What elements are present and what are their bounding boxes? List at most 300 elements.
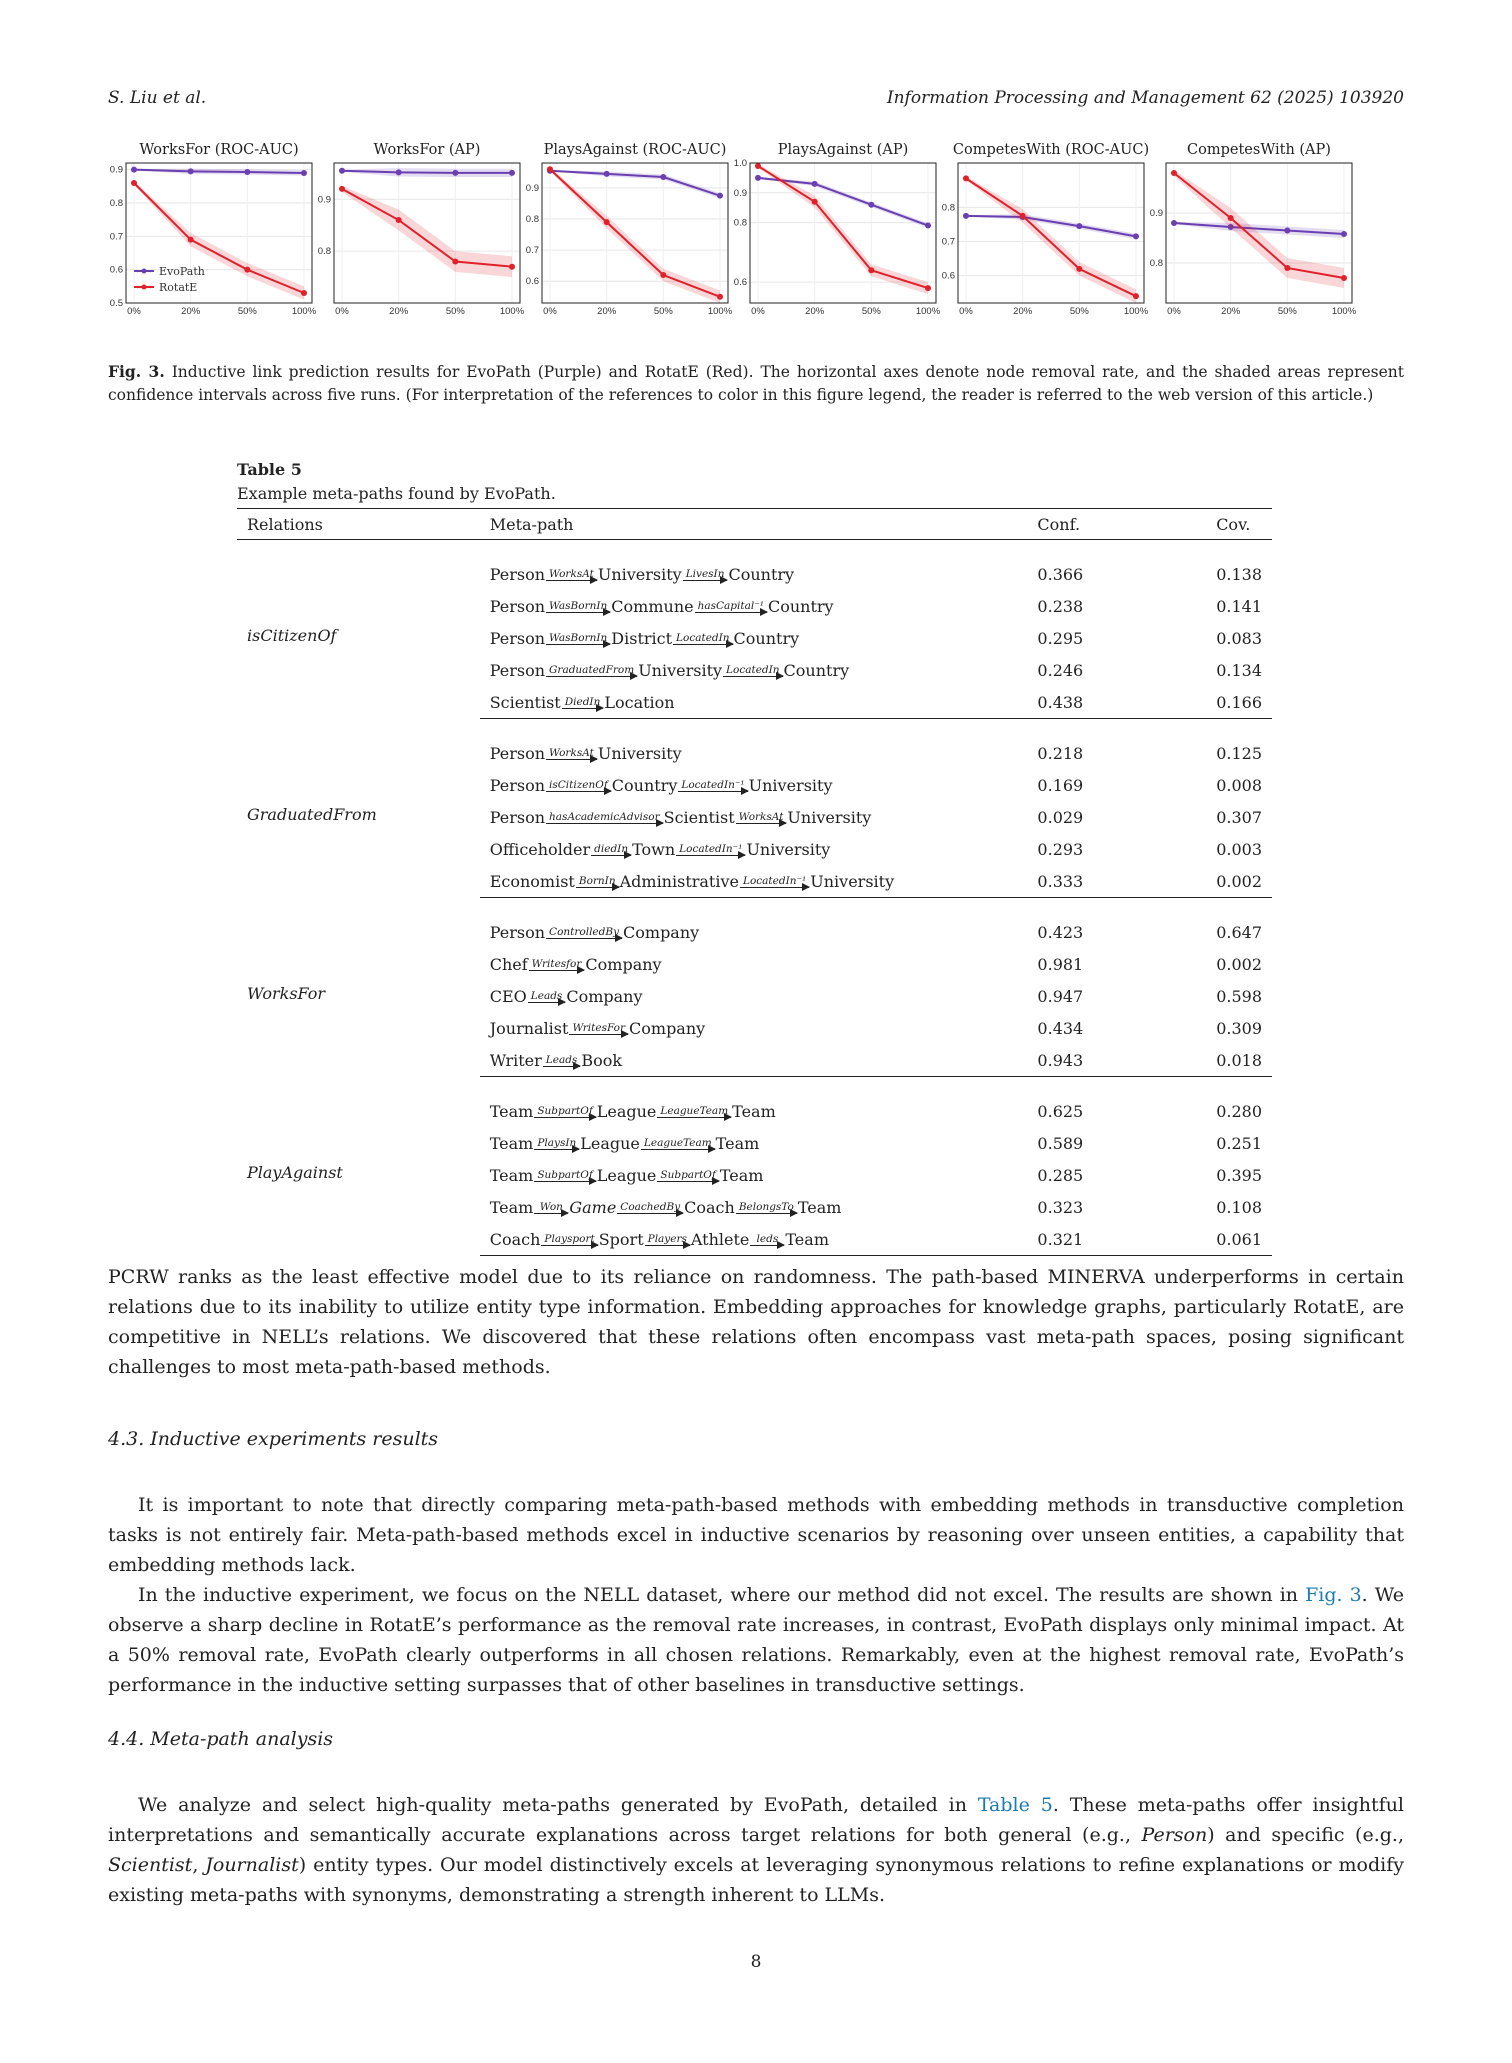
relation-arrow (541, 1234, 597, 1246)
arrow-icon (546, 791, 611, 792)
x-tick-label: 50% (653, 306, 673, 317)
path-entity: University (787, 808, 872, 827)
meta-path-cell (480, 861, 1028, 898)
figure-caption-text: Inductive link prediction results for EvoPath (Purple) and RotatE (Red). The horizontal axes denote node removal rate, and the shaded areas represent confidence intervals across five runs. (For interpretation of the references to color in this figure legend, the reader is referred to the web version of this article.) (108, 363, 1404, 404)
arrow-icon (534, 1117, 595, 1118)
path-entity: Country (728, 565, 795, 584)
y-tick-label: 0.6 (525, 276, 539, 288)
conf-cell: 0.238 (1037, 597, 1084, 616)
cov-cell: 0.002 (1216, 955, 1262, 974)
relation-label: Leads (545, 1054, 578, 1066)
relation-arrow (695, 601, 767, 613)
y-tick-label: 0.9 (1149, 208, 1163, 219)
data-point (1284, 228, 1290, 234)
path-entity: Scientist (489, 693, 561, 712)
legend-marker (142, 285, 147, 290)
cov-cell: 0.108 (1216, 1198, 1262, 1217)
conf-cell: 0.423 (1037, 923, 1084, 942)
arrow-icon (546, 759, 597, 760)
cov-cell: 0.125 (1216, 744, 1262, 763)
relation-cell: WorksFor (247, 983, 326, 1003)
arrow-icon (673, 644, 733, 645)
relation-label: WorksAt (738, 811, 784, 823)
meta-path-cell (480, 1123, 1028, 1155)
path-entity: Team (715, 1134, 760, 1153)
relation-arrow (676, 844, 745, 856)
relation-arrow (546, 633, 610, 645)
arrow-icon (541, 1245, 597, 1246)
relation-arrow (576, 876, 619, 888)
relation-label: BornIn (578, 875, 616, 887)
y-tick-label: 0.8 (733, 217, 747, 229)
x-tick-label: 0% (1167, 306, 1181, 317)
path-entity: Person (489, 923, 546, 942)
path-entity: Book (581, 1051, 623, 1070)
path-entity: Person (489, 744, 546, 763)
data-point (925, 285, 931, 291)
relation-arrow (591, 844, 631, 856)
meta-path-cell (480, 1219, 1028, 1256)
section-4-4-body (108, 1790, 1404, 1910)
arrow-icon (750, 1245, 784, 1246)
relation-arrow (750, 1234, 784, 1246)
relation-label: WasBornIn (549, 600, 608, 612)
x-tick-label: 100% (291, 306, 317, 317)
meta-path-table (237, 508, 1272, 1256)
section-4-3-body (108, 1490, 1404, 1700)
data-point (1228, 215, 1234, 221)
relation-arrow (683, 569, 728, 581)
data-point (452, 259, 458, 265)
data-point (812, 199, 818, 205)
path-entity: Company (623, 923, 700, 942)
path-entity: Journalist (489, 1019, 569, 1038)
figure-caption (108, 360, 1404, 407)
meta-path-cell (480, 682, 1028, 719)
x-tick-label: 50% (445, 306, 465, 317)
relation-label: WritesFor (572, 1022, 626, 1034)
relation-label: LocatedIn (726, 664, 780, 676)
meta-path-cell (480, 1040, 1028, 1077)
arrow-icon (546, 938, 622, 939)
x-tick-label: 100% (1123, 306, 1149, 317)
page-number: 8 (750, 1952, 762, 1972)
relation-arrow (534, 1138, 579, 1150)
relation-label: WorksAt (549, 747, 594, 759)
arrow-icon (546, 612, 610, 613)
relation-label: diedIn (594, 843, 629, 855)
relation-label: LocatedIn⁻¹ (742, 875, 807, 887)
x-tick-label: 0% (335, 306, 349, 317)
data-point (452, 170, 458, 176)
meta-path-cell (480, 765, 1028, 797)
legend-label: EvoPath (159, 265, 205, 278)
meta-path-cell (480, 1187, 1028, 1219)
data-point (547, 166, 553, 172)
figure-label: Fig. 3. (108, 362, 165, 381)
relation-arrow (723, 665, 783, 677)
data-point (301, 290, 307, 296)
relation-cell: GraduatedFrom (247, 804, 377, 824)
data-point (339, 186, 345, 192)
relation-label: WorksAt (549, 568, 594, 580)
path-entity: League (596, 1102, 657, 1121)
conf-cell: 0.981 (1037, 955, 1084, 974)
y-tick-label: 0.8 (1149, 258, 1163, 269)
relation-arrow (546, 601, 610, 613)
path-entity: Officeholder (489, 840, 591, 859)
relation-arrow (546, 780, 611, 792)
path-entity: Team (719, 1166, 764, 1185)
cov-cell: 0.166 (1206, 682, 1272, 719)
path-entity: Athlete (690, 1230, 750, 1249)
cov-cell: 0.008 (1216, 776, 1262, 795)
conf-cell: 0.625 (1037, 1102, 1084, 1121)
chart-panel (526, 142, 733, 317)
data-point (244, 169, 250, 175)
conf-cell: 0.438 (1027, 682, 1206, 719)
conf-cell: 0.285 (1037, 1166, 1084, 1185)
meta-path-cell (480, 540, 1028, 587)
path-entity: Game (569, 1198, 617, 1217)
cov-cell: 0.083 (1216, 629, 1262, 648)
path-entity: Person (489, 629, 546, 648)
relation-arrow (529, 959, 585, 971)
relation-arrow (546, 927, 622, 939)
conf-cell: 0.246 (1037, 661, 1084, 680)
data-point (755, 163, 761, 169)
path-entity: Country (733, 629, 800, 648)
conf-cell: 0.218 (1037, 744, 1084, 763)
path-entity: University (597, 565, 682, 584)
arrow-icon (546, 823, 663, 824)
meta-path-cell (480, 797, 1028, 829)
cov-cell: 0.003 (1216, 840, 1262, 859)
relation-label: Won (539, 1201, 563, 1213)
relation-arrow (569, 1023, 628, 1035)
conf-cell: 0.295 (1037, 629, 1084, 648)
arrow-icon (534, 1149, 579, 1150)
figure-3-charts (108, 140, 1408, 330)
path-entity: Chef (489, 955, 528, 974)
arrow-icon (569, 1034, 628, 1035)
path-entity: Country (611, 776, 678, 795)
chart-panel (734, 142, 941, 317)
x-tick-label: 0% (959, 306, 973, 317)
path-entity: Commune (611, 597, 694, 616)
relation-label: ControlledBy (549, 926, 620, 938)
relation-label: WasBornIn (549, 632, 608, 644)
path-entity: Person (489, 661, 546, 680)
y-tick-label: 0.5 (109, 298, 123, 309)
header-cov: Cov. (1206, 509, 1272, 540)
path-entity: Administrative (619, 872, 739, 891)
relation-arrow (645, 1234, 690, 1246)
data-point (660, 272, 666, 278)
data-point (131, 167, 137, 173)
x-tick-label: 0% (751, 306, 765, 317)
x-tick-label: 50% (1277, 306, 1297, 317)
cov-cell: 0.251 (1216, 1134, 1262, 1153)
cov-cell: 0.598 (1216, 987, 1262, 1006)
path-entity: Company (566, 987, 643, 1006)
path-entity: District (611, 629, 673, 648)
y-tick-label: 0.9 (109, 164, 123, 176)
fig3-link[interactable]: Fig. 3 (1305, 1584, 1362, 1606)
confidence-band (758, 164, 928, 294)
cov-cell: 0.002 (1206, 861, 1272, 898)
cov-cell: 0.307 (1216, 808, 1262, 827)
cov-cell: 0.134 (1216, 661, 1262, 680)
paragraph-2: It is important to note that directly comparing meta-path-based methods with embedding methods in transductive completion tasks is not entirely fair. Meta-path-based methods excel in inductive scenarios by reasoning over unseen entities, a capability that embedding methods lack. (108, 1494, 1404, 1576)
table5-link[interactable]: Table 5 (977, 1794, 1053, 1816)
relation-arrow (562, 697, 604, 709)
relation-label: LeagueTeam (643, 1137, 712, 1149)
path-entity: University (638, 661, 723, 680)
relation-label: DiedIn (564, 696, 601, 708)
data-point (604, 219, 610, 225)
relation-arrow (534, 1202, 568, 1214)
relation-arrow (617, 1202, 683, 1214)
path-entity: Team (732, 1102, 776, 1121)
arrow-icon (678, 791, 747, 792)
path-entity: Coach (489, 1230, 541, 1249)
arrow-icon (657, 1117, 731, 1118)
relation-arrow (740, 876, 809, 888)
data-point (1133, 293, 1139, 299)
chart-panel (1150, 142, 1357, 317)
relation-label: Playsport (544, 1233, 595, 1245)
y-tick-label: 0.7 (941, 236, 955, 248)
meta-path-cell (480, 1008, 1028, 1040)
conf-cell: 0.293 (1037, 840, 1084, 859)
conf-cell: 0.947 (1037, 987, 1084, 1006)
data-point (963, 175, 969, 181)
relation-label: LivesIn (685, 568, 725, 580)
y-tick-label: 0.6 (109, 264, 123, 276)
cov-cell: 0.141 (1216, 597, 1262, 616)
section-heading-4-4: 4.4. Meta-path analysis (108, 1728, 334, 1750)
relation-arrow (736, 1202, 797, 1214)
data-point (717, 193, 723, 199)
x-tick-label: 50% (861, 306, 881, 317)
data-point (604, 171, 610, 177)
relation-label: Writesfor (531, 958, 582, 970)
relation-label: Players (647, 1233, 687, 1245)
header-meta-path: Meta-path (480, 509, 1028, 540)
conf-cell: 0.323 (1037, 1198, 1084, 1217)
chart-panel (318, 142, 525, 317)
arrow-icon (617, 1213, 683, 1214)
confidence-band (966, 214, 1136, 239)
path-entity: Economist (489, 872, 575, 891)
data-point (1284, 265, 1290, 271)
relation-label: SubpartOf (660, 1169, 716, 1181)
x-tick-label: 100% (499, 306, 525, 317)
data-point (396, 217, 402, 223)
table-row (237, 719, 1272, 766)
relation-label: SubpartOf (537, 1105, 593, 1117)
y-tick-label: 0.7 (525, 245, 539, 257)
x-tick-label: 20% (805, 306, 825, 317)
arrow-icon (736, 1213, 797, 1214)
data-point (812, 181, 818, 187)
data-point (660, 174, 666, 180)
arrow-icon (657, 1181, 718, 1182)
meta-path-cell (480, 829, 1028, 861)
y-tick-label: 0.9 (733, 187, 747, 199)
arrow-icon (676, 855, 745, 856)
path-entity: Company (629, 1019, 706, 1038)
path-entity: Country (783, 661, 850, 680)
table-subtitle: Example meta-paths found by EvoPath. (237, 484, 556, 503)
y-tick-label: 0.8 (109, 198, 123, 209)
path-entity: University (597, 744, 682, 763)
relation-label: Leads (530, 990, 563, 1002)
relation-label: LocatedIn⁻¹ (681, 779, 745, 791)
data-point (1341, 275, 1347, 281)
data-point (868, 267, 874, 273)
header-conf: Conf. (1027, 509, 1206, 540)
relation-cell: isCitizenOf (247, 625, 337, 645)
arrow-icon (591, 855, 631, 856)
arrow-icon (723, 676, 783, 677)
path-entity: Sport (598, 1230, 644, 1249)
y-tick-label: 0.7 (109, 231, 123, 243)
path-entity: Person (489, 776, 546, 795)
relation-arrow (546, 569, 597, 581)
relation-label: BelongsTo (738, 1201, 794, 1213)
data-point (868, 202, 874, 208)
data-point (244, 267, 250, 273)
path-entity: Person (489, 565, 546, 584)
path-entity: League (596, 1166, 657, 1185)
data-point (755, 175, 761, 181)
arrow-icon (534, 1181, 595, 1182)
relation-label: LeagueTeam (660, 1105, 729, 1117)
running-header-authors: S. Liu et al. (108, 88, 207, 108)
arrow-icon (543, 1066, 581, 1067)
path-entity: Team (489, 1102, 534, 1121)
meta-path-cell (480, 976, 1028, 1008)
data-point (339, 168, 345, 174)
y-tick-label: 0.8 (317, 246, 331, 258)
table-row (237, 1077, 1272, 1124)
relation-label: LocatedIn (676, 632, 730, 644)
path-entity: Team (489, 1134, 534, 1153)
relation-arrow (528, 991, 566, 1003)
data-point (131, 180, 137, 186)
paragraph-3: In the inductive experiment, we focus on the NELL dataset, where our method did not excel. The results are shown in Fig. 3. We observe a sharp decline in RotatE’s performance as the removal rate increases, in contrast, EvoPath displays only minimal impact. At a 50% removal rate, EvoPath clearly outperforms in all chosen relations. Remarkably, even at the highest removal rate, EvoPath’s performance in the inductive setting surpasses that of other baselines in transductive settings. (108, 1584, 1404, 1696)
conf-cell: 0.434 (1037, 1019, 1084, 1038)
relation-arrow (546, 748, 597, 760)
meta-path-cell (480, 1077, 1028, 1124)
path-entity: University (748, 776, 833, 795)
data-point (717, 294, 723, 300)
cov-cell: 0.018 (1206, 1040, 1272, 1077)
data-point (1171, 170, 1177, 176)
meta-path-cell (480, 618, 1028, 650)
x-tick-label: 50% (237, 306, 257, 317)
chart-panel (942, 142, 1149, 317)
relation-arrow (641, 1138, 715, 1150)
path-entity: Team (797, 1198, 842, 1217)
table-title: Table 5 (237, 460, 302, 479)
x-tick-label: 50% (1069, 306, 1089, 317)
relation-label: SubpartOf (537, 1169, 593, 1181)
relation-arrow (736, 812, 787, 824)
cov-cell: 0.280 (1216, 1102, 1262, 1121)
data-point (396, 169, 402, 175)
path-entity: Team (785, 1230, 829, 1249)
arrow-icon (645, 1245, 690, 1246)
y-tick-label: 1.0 (733, 158, 747, 169)
arrow-icon (529, 970, 585, 971)
relation-arrow (546, 812, 663, 824)
relation-arrow (673, 633, 733, 645)
x-tick-label: 0% (127, 306, 141, 317)
conf-cell: 0.366 (1037, 565, 1084, 584)
data-point (1020, 213, 1026, 219)
legend-marker (142, 269, 147, 274)
path-entity: Company (585, 955, 662, 974)
header-relations: Relations (237, 509, 480, 540)
data-point (1133, 233, 1139, 239)
conf-cell: 0.029 (1037, 808, 1084, 827)
arrow-icon (576, 887, 619, 888)
paragraph-4: We analyze and select high-quality meta-paths generated by EvoPath, detailed in Table 5. These meta-paths offer insightful interpretations and semantically accurate explanations across target relations for both general (e.g., Person) and specific (e.g., Scientist, Journalist) entity types. Our model distinctively excels at leveraging synonymous relations to refine explanations or modify existing meta-paths with synonyms, demonstrating a strength inherent to LLMs. (108, 1794, 1405, 1906)
path-entity: Coach (684, 1198, 735, 1217)
meta-path-cell (480, 898, 1028, 945)
data-point (301, 170, 307, 176)
path-entity: League (580, 1134, 640, 1153)
cov-cell: 0.138 (1216, 565, 1262, 584)
path-entity: Team (489, 1198, 534, 1217)
x-tick-label: 20% (389, 306, 409, 317)
relation-label: PlaysIn (537, 1137, 577, 1149)
path-entity: CEO (489, 987, 527, 1006)
data-point (925, 223, 931, 229)
path-entity: Writer (489, 1051, 542, 1070)
relation-arrow (657, 1106, 731, 1118)
chart-title: CompetesWith (ROC-AUC) (952, 142, 1150, 158)
x-tick-label: 20% (597, 306, 617, 317)
path-entity: Person (489, 808, 546, 827)
x-tick-label: 100% (1331, 306, 1357, 317)
relation-arrow (678, 780, 747, 792)
relation-label: CoachedBy (620, 1201, 681, 1213)
relation-arrow (543, 1055, 581, 1067)
meta-path-cell (480, 719, 1028, 766)
conf-cell: 0.589 (1037, 1134, 1084, 1153)
chart-title: PlaysAgainst (ROC-AUC) (543, 142, 727, 158)
chart-title: PlaysAgainst (AP) (777, 142, 909, 158)
arrow-icon (683, 580, 728, 581)
relation-label: GraduatedFrom (549, 664, 635, 676)
chart-title: WorksFor (ROC-AUC) (139, 142, 299, 158)
y-tick-label: 0.9 (317, 194, 331, 206)
table-row (237, 540, 1272, 587)
relation-label: leds (756, 1233, 779, 1245)
x-tick-label: 0% (543, 306, 557, 317)
meta-path-cell (480, 944, 1028, 976)
x-tick-label: 20% (1221, 306, 1241, 317)
running-header-journal: Information Processing and Management 62 (2025) 103920 (886, 88, 1404, 108)
path-entity: Scientist (663, 808, 735, 827)
y-tick-label: 0.9 (525, 182, 539, 194)
relation-cell: PlayAgainst (247, 1162, 343, 1182)
arrow-icon (740, 887, 809, 888)
